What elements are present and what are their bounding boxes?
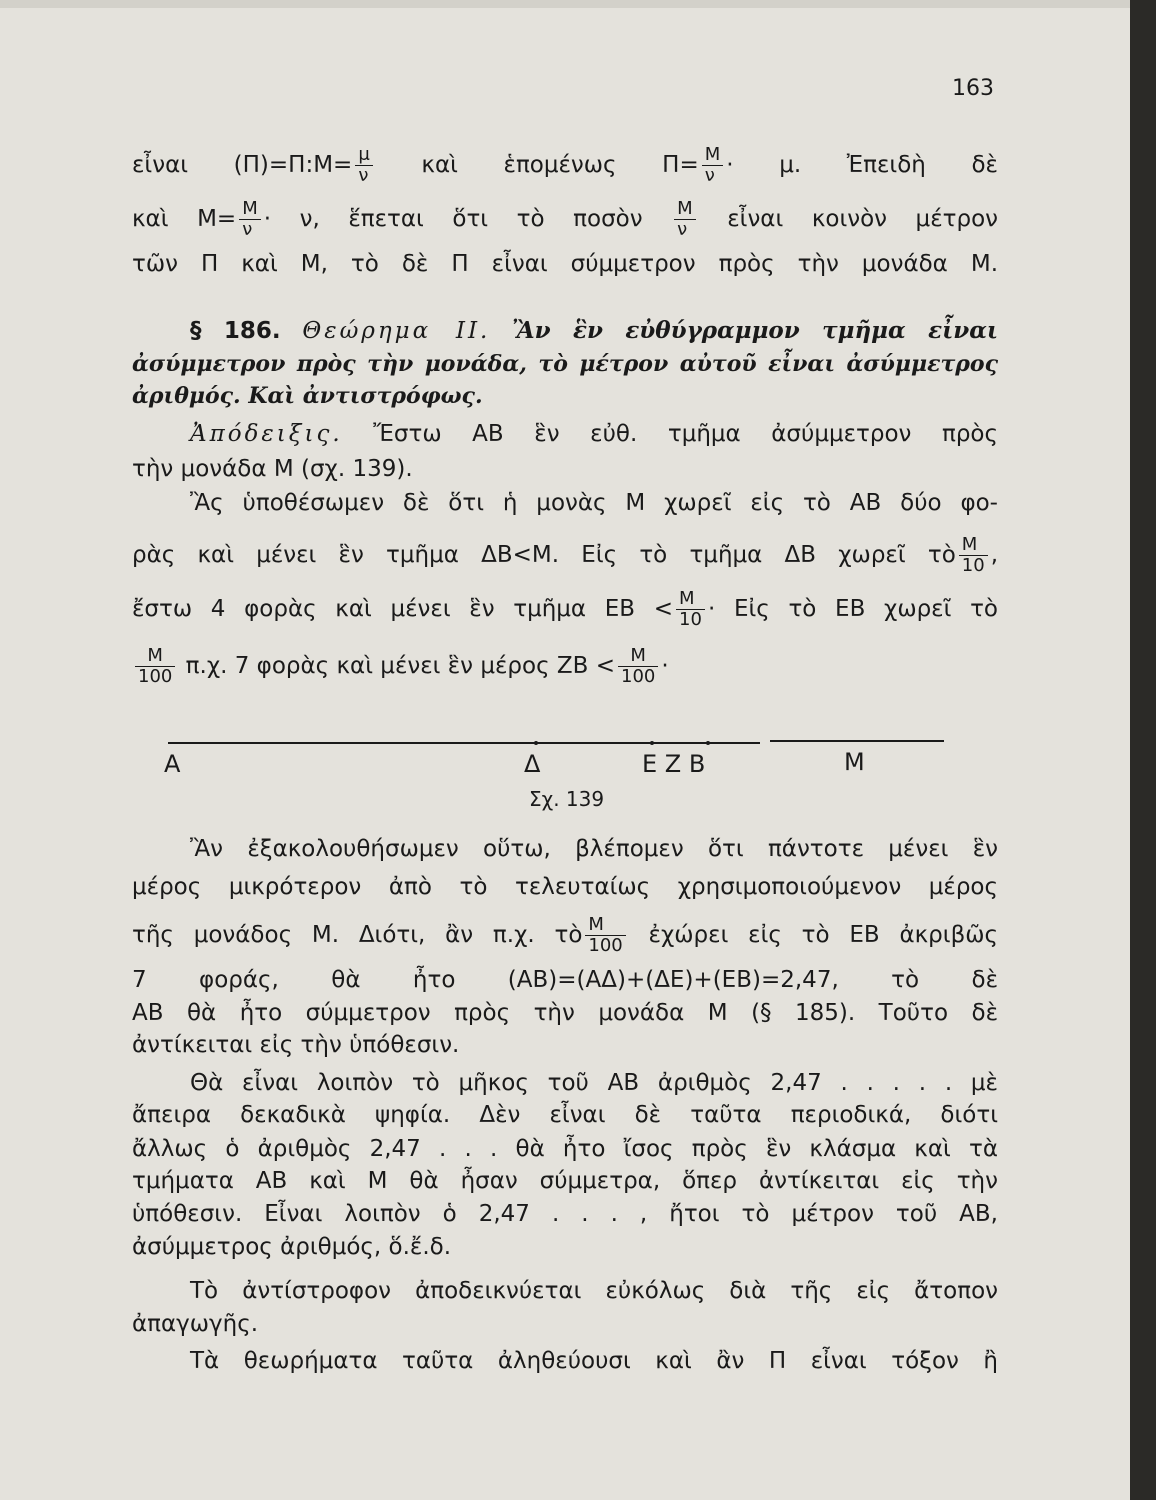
theorem-heading: § 186. Θεώρημα ΙΙ. Ἂν ἓν εὐθύγραμμον τμῆμα εἶναι [190,317,999,344]
theorem-statement: ἀσύμμετρον πρὸς τὴν μονάδα, τὸ μέτρον αὐτοῦ εἶναι ἀσύμμετρος [132,351,998,377]
fraction: $\frac{M}{10}$ [959,535,988,576]
label-d: Δ [524,750,541,778]
text-line: ἄλλως ὁ ἀριθμὸς 2,47 . . . θὰ ἦτο ἴσος πρὸς ἓν κλάσμα καὶ τὰ [132,1136,998,1162]
fraction: $\frac{M}{100}$ [135,646,175,687]
text-line: Θὰ εἶναι λοιπὸν τὸ μῆκος τοῦ ΑΒ ἀριθμὸς 2,47 . . . . . μὲ [190,1070,998,1096]
fraction: $\frac{\mu}{\nu}$ [355,145,372,186]
label-ezb: Ε Ζ Β [642,750,706,778]
text-line: Ἂν ἐξακολουθήσωμεν οὕτω, βλέπομεν ὅτι πάντοτε μένει ἓν [190,836,998,862]
text-line: τῶν Π καὶ Μ, τὸ δὲ Π εἶναι σύμμετρον πρὸς τὴν μονάδα Μ. [132,251,998,277]
page-right-edge [1130,0,1156,1500]
text-line: ΑΒ θὰ ἦτο σύμμετρον πρὸς τὴν μονάδα Μ (§ 185). Τοῦτο δὲ [132,1000,998,1026]
fraction: $\frac{M}{100}$ [585,915,625,956]
text-line: $\frac{M}{100}$ π.χ. 7 φορὰς καὶ μένει ἓν μέρος ΖΒ < $\frac{M}{100}$ · [132,646,998,687]
fraction: $\frac{M}{\nu}$ [239,199,261,240]
text-line: καὶ Μ= $\frac{M}{\nu}$ · ν, ἕπεται ὅτι τὸ ποσὸν $\frac{M}{\nu}$ εἶναι κοινὸν μέτρον [132,198,998,240]
point-z-mark [706,741,710,745]
label-m: Μ [844,748,865,776]
text-line: εἶναι (Π)=Π:Μ= $\frac{\mu}{\nu}$ καὶ ἑπομένως Π= $\frac{M}{\nu}$ · μ. Ἐπειδὴ δὲ [132,144,998,186]
text-line: Τὸ ἀντίστροφον ἀποδεικνύεται εὐκόλως διὰ τῆς εἰς ἄτοπον [190,1278,998,1304]
page-number: 163 [952,76,994,101]
figure-caption: Σχ. 139 [529,787,605,811]
text-line: ἄπειρα δεκαδικὰ ψηφία. Δὲν εἶναι δὲ ταῦτα περιοδικά, διότι [132,1102,998,1128]
fraction: $\frac{M}{10}$ [676,589,705,630]
text-line: ἔστω 4 φορὰς καὶ μένει ἓν τμῆμα ΕΒ < $\frac{M}{10}$ · Εἰς τὸ ΕΒ χωρεῖ τὸ [132,588,998,630]
text-line: ἀπαγωγῆς. [132,1311,259,1337]
text-line: μέρος μικρότερον ἀπὸ τὸ τελευταίως χρησιμοποιούμενον μέρος [132,874,998,900]
text-line: τὴν μονάδα Μ (σχ. 139). [132,456,413,482]
text-line: ὑπόθεσιν. Εἶναι λοιπὸν ὁ 2,47 . . . , ἤτοι τὸ μέτρον τοῦ ΑΒ, [132,1201,998,1227]
point-e-mark [650,741,654,745]
text-line: ἀντίκειται εἰς τὴν ὑπόθεσιν. [132,1032,460,1058]
fraction: $\frac{M}{\nu}$ [702,145,724,186]
proof-heading: Ἀπόδειξις. Ἔστω ΑΒ ἓν εὐθ. τμῆμα ἀσύμμετρον πρὸς [190,421,998,447]
page-top-band [0,0,1156,8]
text-line: ρὰς καὶ μένει ἓν τμῆμα ΔΒ<Μ. Εἰς τὸ τμῆμα ΔΒ χωρεῖ τὸ $\frac{M}{10}$ , [132,534,998,576]
text-line: Ἂς ὑποθέσωμεν δὲ ὅτι ἡ μονὰς Μ χωρεῖ εἰς τὸ ΑΒ δύο φο- [190,490,998,516]
fraction: $\frac{M}{100}$ [618,646,658,687]
label-a: Α [164,750,181,778]
fraction: $\frac{M}{\nu}$ [674,199,696,240]
text-line: Τὰ θεωρήματα ταῦτα ἀληθεύουσι καὶ ἂν Π εἶναι τόξον ἢ [190,1348,998,1374]
text-line: τμήματα ΑΒ καὶ Μ θὰ ἦσαν σύμμετρα, ὅπερ ἀντίκειται εἰς τὴν [132,1168,998,1194]
theorem-statement: ἀριθμός. Καὶ ἀντιστρόφως. [132,383,483,409]
text-line: 7 φοράς, θὰ ἦτο (ΑΒ)=(ΑΔ)+(ΔΕ)+(ΕΒ)=2,47, τὸ δὲ [132,967,998,993]
point-d-mark [534,741,538,745]
text-line: ἀσύμμετρος ἀριθμός, ὅ.ἔ.δ. [132,1234,452,1260]
text-line: τῆς μονάδος Μ. Διότι, ἂν π.χ. τὸ $\frac{M}{100}$ ἐχώρει εἰς τὸ ΕΒ ἀκριβῶς [132,914,999,956]
